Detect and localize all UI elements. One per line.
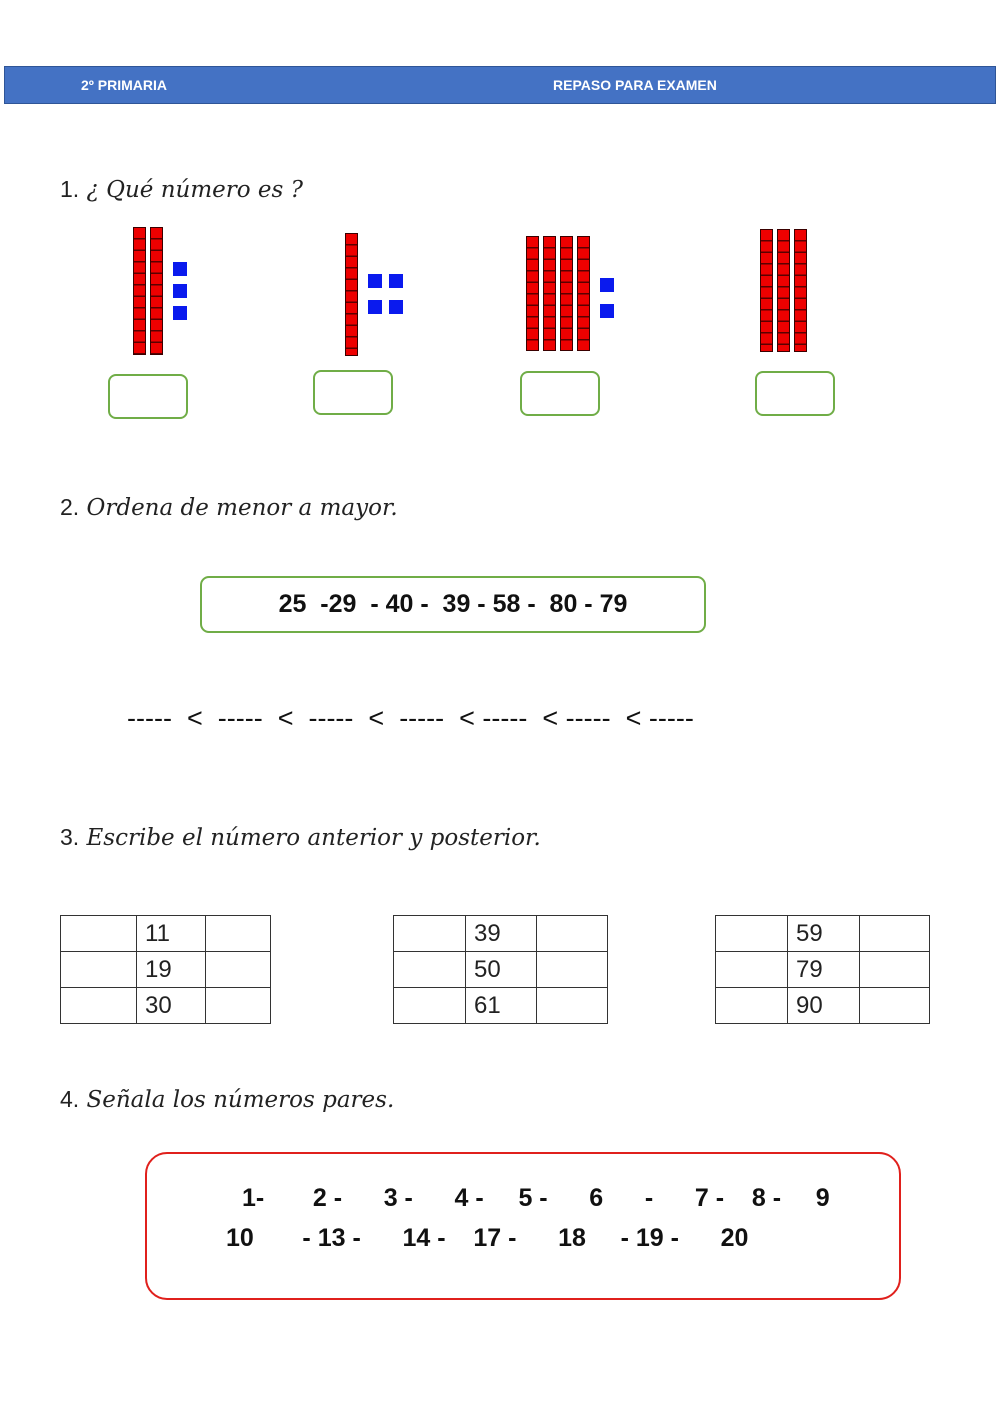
q3-text: Escribe el número anterior y posterior. [86,825,541,851]
header-grade: 2º PRIMARIA [81,77,168,93]
table-row [394,988,608,1024]
q1-answer-box-4[interactable] [755,371,835,416]
unit-cube [173,284,187,298]
q4-number: 4. [60,1086,80,1112]
unit-cube [389,300,403,314]
table-row [61,988,271,1024]
before-cell[interactable] [394,916,466,952]
after-cell[interactable] [206,988,271,1024]
ten-rod [577,236,590,351]
before-cell[interactable] [61,988,137,1024]
even-numbers-line-1[interactable]: 1- 2 - 3 - 4 - 5 - 6 - 7 - 8 - 9 [242,1184,830,1212]
value-cell: 61 [466,988,537,1024]
before-after-table-3 [715,915,930,1024]
q1-number: 1. [60,176,80,202]
q1-answer-box-2[interactable] [313,370,393,415]
q2-text: Ordena de menor a mayor. [86,495,398,521]
before-cell[interactable] [61,916,137,952]
q2-title [60,494,398,521]
before-cell[interactable] [394,988,466,1024]
after-cell[interactable] [206,916,271,952]
table-row [716,916,930,952]
before-cell[interactable] [716,952,788,988]
before-cell[interactable] [716,916,788,952]
after-cell[interactable] [537,988,608,1024]
value-cell: 59 [788,916,860,952]
table-row [61,916,271,952]
before-cell[interactable] [716,988,788,1024]
q3-number: 3. [60,824,80,850]
even-numbers-line-2[interactable]: 10 - 13 - 14 - 17 - 18 - 19 - 20 [226,1224,749,1252]
table-row [61,952,271,988]
unit-cube [600,304,614,318]
q1-answer-box-1[interactable] [108,374,188,419]
q1-answer-box-3[interactable] [520,371,600,416]
ten-rod [760,229,773,352]
before-after-table-1 [60,915,271,1024]
q1-text: ¿ Qué número es ? [86,177,303,203]
q4-text: Señala los números pares. [86,1087,395,1113]
header-title: REPASO PARA EXAMEN [553,77,717,93]
unit-cube [368,274,382,288]
table-row [716,988,930,1024]
ten-rod [526,236,539,351]
value-cell: 11 [137,916,206,952]
value-cell: 50 [466,952,537,988]
ten-rod [133,227,146,355]
after-cell[interactable] [206,952,271,988]
ten-rod [345,233,358,356]
ten-rod [150,227,163,355]
value-cell: 30 [137,988,206,1024]
ten-rod [560,236,573,351]
numbers-to-order-box [200,576,706,633]
after-cell[interactable] [860,916,930,952]
before-after-table-2 [393,915,608,1024]
value-cell: 39 [466,916,537,952]
ten-rod [777,229,790,352]
after-cell[interactable] [860,988,930,1024]
unit-cube [600,278,614,292]
ten-rod [543,236,556,351]
numbers-to-order: 25 -29 - 40 - 39 - 58 - 80 - 79 [278,590,628,618]
table-row [394,952,608,988]
q3-title [60,824,541,851]
value-cell: 19 [137,952,206,988]
header-bar [4,66,996,104]
after-cell[interactable] [537,952,608,988]
table-row [394,916,608,952]
unit-cube [389,274,403,288]
unit-cube [173,306,187,320]
before-cell[interactable] [394,952,466,988]
order-answer-line[interactable]: ----- < ----- < ----- < ----- < ----- < ----- < ----- [127,703,694,733]
table-row [716,952,930,988]
value-cell: 90 [788,988,860,1024]
q2-number: 2. [60,494,80,520]
q1-title [60,176,303,203]
unit-cube [368,300,382,314]
ten-rod [794,229,807,352]
q4-title [60,1086,394,1113]
before-cell[interactable] [61,952,137,988]
value-cell: 79 [788,952,860,988]
unit-cube [173,262,187,276]
after-cell[interactable] [860,952,930,988]
after-cell[interactable] [537,916,608,952]
